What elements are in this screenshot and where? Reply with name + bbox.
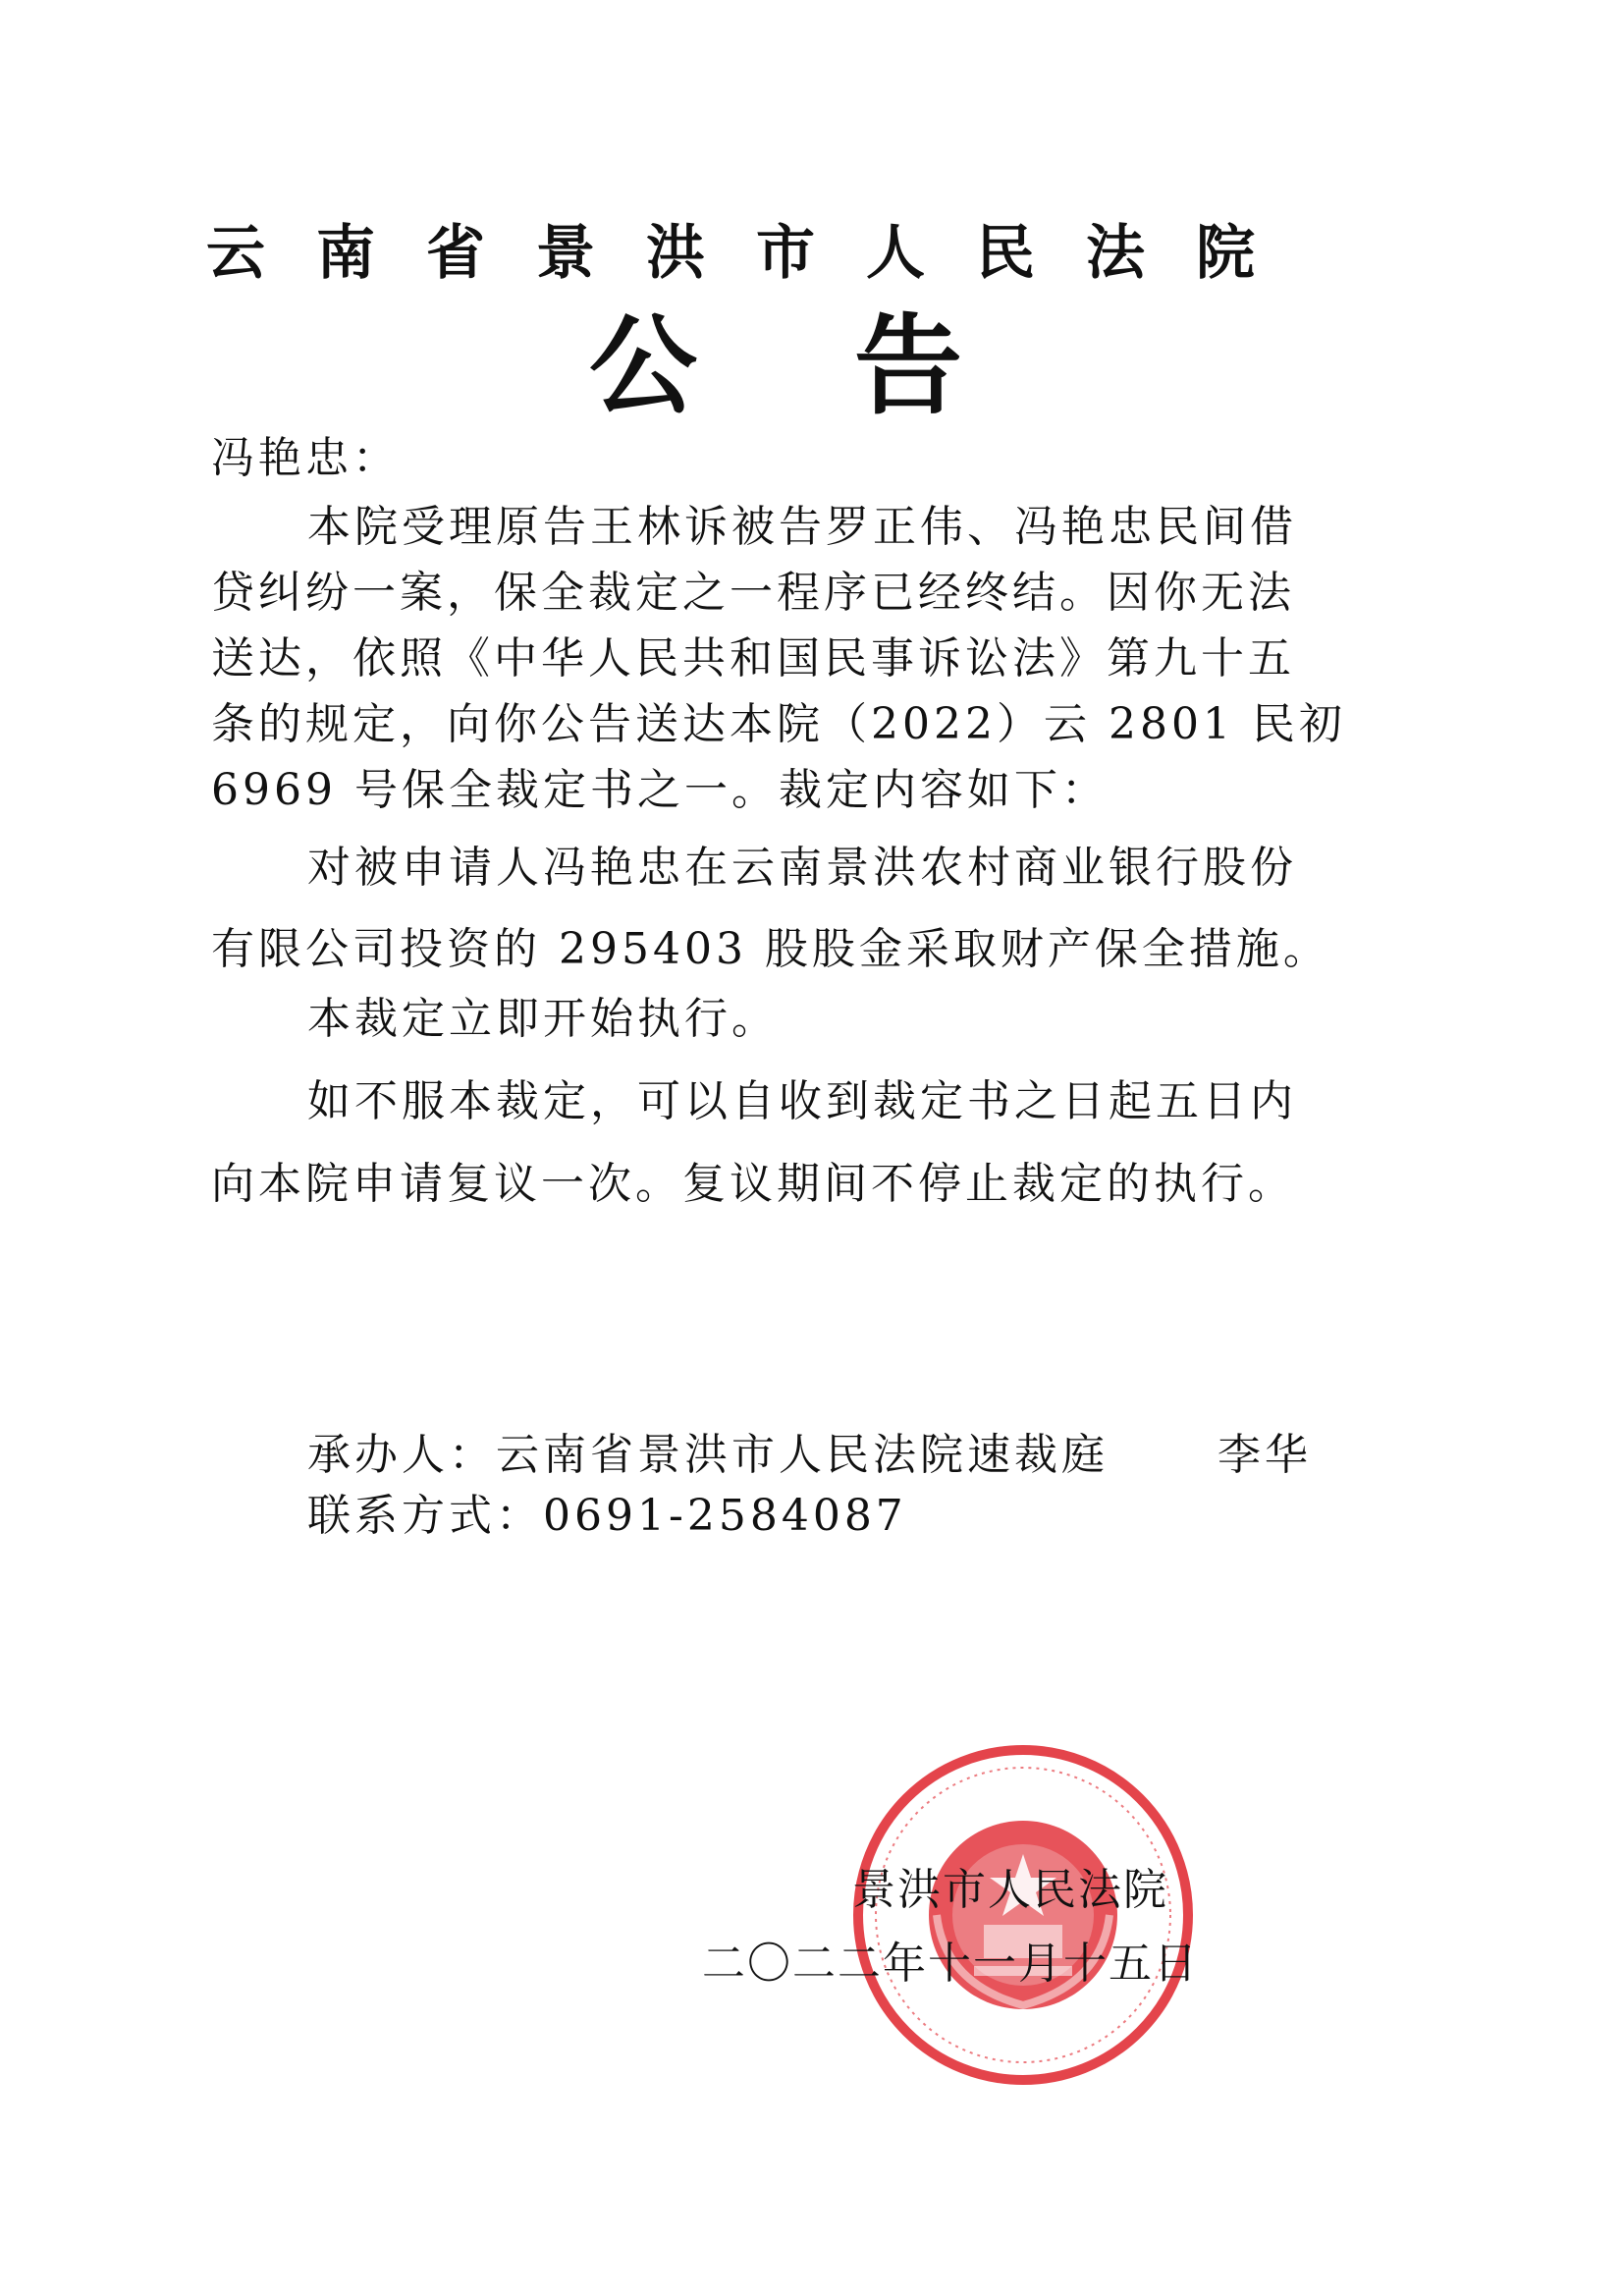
court-name-heading: 云南省景洪市人民法院	[206, 219, 1306, 288]
handler-name: 李华	[1217, 1430, 1312, 1480]
phone-line: 联系方式：0691-2584087	[307, 1491, 907, 1541]
paragraph-1-line-2: 贷纠纷一案，保全裁定之一程序已经终结。因你无法	[211, 568, 1295, 618]
paragraph-1-line-5: 6969 号保全裁定书之一。裁定内容如下：	[211, 765, 1109, 815]
court-seal-icon	[846, 1738, 1200, 2092]
paragraph-4-line-1: 如不服本裁定，可以自收到裁定书之日起五日内	[307, 1076, 1297, 1126]
signature-court: 景洪市人民法院	[852, 1865, 1168, 1915]
notice-title: 公告	[589, 303, 1119, 429]
paragraph-1-line-1: 本院受理原告王林诉被告罗正伟、冯艳忠民间借	[307, 502, 1297, 552]
signature-date: 二〇二二年十一月十五日	[702, 1939, 1199, 1989]
paragraph-3-line-1: 本裁定立即开始执行。	[307, 994, 779, 1044]
paragraph-2-line-1: 对被申请人冯艳忠在云南景洪农村商业银行股份	[307, 843, 1297, 893]
handler-line: 承办人：云南省景洪市人民法院速裁庭	[307, 1430, 1109, 1480]
paragraph-1-line-4: 条的规定，向你公告送达本院（2022）云 2801 民初	[211, 699, 1346, 749]
addressee: 冯艳忠：	[211, 433, 400, 483]
paragraph-4-line-2: 向本院申请复议一次。复议期间不停止裁定的执行。	[211, 1159, 1295, 1209]
paragraph-2-line-2: 有限公司投资的 295403 股股金采取财产保全措施。	[211, 924, 1330, 974]
paragraph-1-line-3: 送达，依照《中华人民共和国民事诉讼法》第九十五	[211, 633, 1295, 683]
